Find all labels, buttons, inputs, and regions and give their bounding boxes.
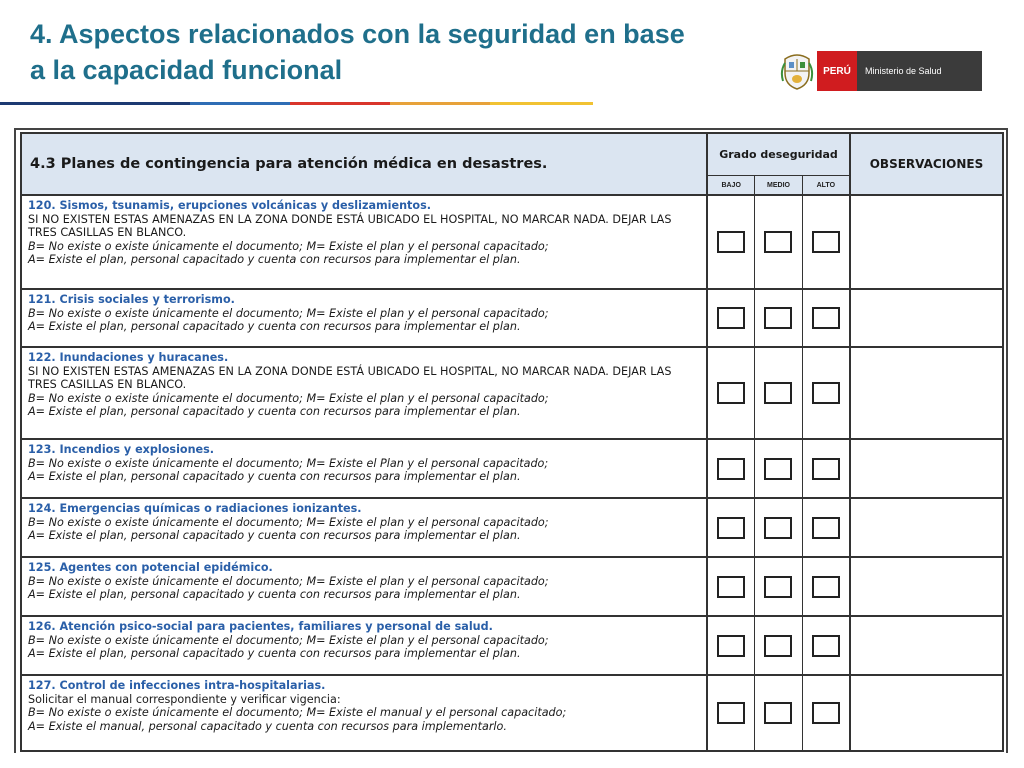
checkbox-high[interactable]	[812, 576, 840, 598]
observations-cell[interactable]	[851, 440, 1002, 497]
checkbox-medium[interactable]	[764, 635, 792, 657]
row-title: 120. Sismos, tsunamis, erupciones volcánicas y deslizamientos.	[28, 199, 432, 212]
row-description	[22, 617, 708, 674]
row-criteria-a: A= Existe el plan, personal capacitado y cuenta con recursos para implementar el plan.	[28, 320, 521, 333]
grade-checkboxes	[708, 290, 851, 346]
checkbox-low[interactable]	[717, 517, 745, 539]
grade-checkboxes	[708, 617, 851, 674]
checkbox-medium[interactable]	[764, 576, 792, 598]
grade-checkboxes	[708, 558, 851, 615]
table-row	[20, 348, 1004, 440]
checklist-table	[20, 132, 1004, 752]
grade-level-medium: MEDIO	[755, 176, 802, 194]
checkbox-low[interactable]	[717, 307, 745, 329]
grade-level-high: ALTO	[816, 181, 836, 189]
row-criteria-a: A= Existe el plan, personal capacitado y cuenta con recursos para implementar el plan.	[28, 470, 521, 483]
grade-checkboxes	[708, 196, 851, 288]
checkbox-high[interactable]	[812, 231, 840, 253]
table-row	[20, 617, 1004, 676]
row-criteria-a: A= Existe el plan, personal capacitado y cuenta con recursos para implementar el plan.	[28, 588, 521, 601]
divider-segment-orange	[390, 102, 490, 105]
row-title: 125. Agentes con potencial epidémico.	[28, 561, 273, 574]
grade-checkboxes	[708, 348, 851, 438]
checklist-form	[14, 128, 1008, 753]
slide-title	[30, 16, 760, 88]
checkbox-medium[interactable]	[764, 517, 792, 539]
row-criteria-a: A= Existe el plan, personal capacitado y cuenta con recursos para implementar el plan.	[28, 529, 521, 542]
row-note: SI NO EXISTEN ESTAS AMENAZAS EN LA ZONA DONDE ESTÁ UBICADO EL HOSPITAL, NO MARCAR NADA. DEJAR LAS TRES CASILLAS EN BLANCO.	[28, 212, 672, 239]
section-title: 4.3 Planes de contingencia para atención médica en desastres.	[22, 134, 708, 194]
divider-segment-red	[290, 102, 390, 105]
checkbox-low[interactable]	[717, 458, 745, 480]
table-row	[20, 499, 1004, 558]
checkbox-low[interactable]	[717, 576, 745, 598]
checkbox-medium[interactable]	[764, 702, 792, 724]
peru-label: PERÚ	[817, 51, 857, 91]
grade-header	[708, 134, 851, 194]
grade-label-line2: seguridad	[775, 147, 838, 161]
row-note: SI NO EXISTEN ESTAS AMENAZAS EN LA ZONA DONDE ESTÁ UBICADO EL HOSPITAL, NO MARCAR NADA. DEJAR LAS TRES CASILLAS EN BLANCO.	[28, 364, 672, 391]
checkbox-medium[interactable]	[764, 231, 792, 253]
observations-cell[interactable]	[851, 196, 1002, 288]
row-title: 124. Emergencias químicas o radiaciones ionizantes.	[28, 502, 362, 515]
row-description	[22, 290, 708, 346]
divider-segment-yellow	[490, 102, 593, 105]
grade-level-low: BAJO	[708, 176, 755, 194]
checkbox-high[interactable]	[812, 458, 840, 480]
checkbox-medium[interactable]	[764, 382, 792, 404]
checkbox-high[interactable]	[812, 382, 840, 404]
table-row	[20, 676, 1004, 752]
grade-checkboxes	[708, 499, 851, 556]
observations-cell[interactable]	[851, 676, 1002, 750]
checkbox-medium[interactable]	[764, 458, 792, 480]
row-description	[22, 348, 708, 438]
table-row	[20, 196, 1004, 290]
divider-segment-navy	[0, 102, 190, 105]
ministry-logo	[780, 50, 982, 92]
row-title: 122. Inundaciones y huracanes.	[28, 351, 229, 364]
checkbox-low[interactable]	[717, 382, 745, 404]
checkbox-high[interactable]	[812, 307, 840, 329]
checkbox-medium[interactable]	[764, 307, 792, 329]
slide-title-line2: a la capacidad funcional	[30, 55, 343, 85]
table-row	[20, 440, 1004, 499]
row-criteria-b: B= No existe o existe únicamente el documento; M= Existe el plan y el personal capacitado;	[28, 306, 549, 320]
row-criteria-b: B= No existe o existe únicamente el documento; M= Existe el plan y el personal capacitado;	[28, 574, 549, 588]
row-criteria-b: B= No existe o existe únicamente el documento; M= Existe el plan y el personal capacitado;	[28, 633, 549, 647]
grade-checkboxes	[708, 440, 851, 497]
row-description	[22, 196, 708, 288]
row-description	[22, 440, 708, 497]
row-title: 127. Control de infecciones intra-hospitalarias.	[28, 679, 326, 692]
row-criteria-a: A= Existe el manual, personal capacitado y cuenta con recursos para implementarlo.	[28, 719, 507, 733]
table-row	[20, 558, 1004, 617]
coat-of-arms-icon	[780, 51, 814, 91]
row-criteria-b: B= No existe o existe únicamente el documento; M= Existe el plan y el personal capacitado;	[28, 239, 549, 253]
checkbox-low[interactable]	[717, 635, 745, 657]
row-description	[22, 499, 708, 556]
ministry-label: Ministerio de Salud	[857, 51, 982, 91]
slide-title-line1: 4. Aspectos relacionados con la seguridad en base	[30, 19, 685, 49]
row-title: 123. Incendios y explosiones.	[28, 443, 215, 456]
table-row	[20, 290, 1004, 348]
row-criteria-a: A= Existe el plan, personal capacitado y cuenta con recursos para implementar el plan.	[28, 647, 521, 660]
grade-level-columns	[708, 176, 849, 194]
row-criteria-a: A= Existe el plan, personal capacitado y cuenta con recursos para implementar el plan.	[28, 253, 521, 266]
row-criteria-b: B= No existe o existe únicamente el documento; M= Existe el plan y el personal capacitado;	[28, 515, 549, 529]
checkbox-high[interactable]	[812, 635, 840, 657]
observations-cell[interactable]	[851, 499, 1002, 556]
checkbox-high[interactable]	[812, 702, 840, 724]
row-criteria-a: A= Existe el plan, personal capacitado y cuenta con recursos para implementar el plan.	[28, 405, 521, 418]
observations-cell[interactable]	[851, 617, 1002, 674]
grade-label-line1: Grado de	[719, 147, 776, 161]
row-title: 126. Atención psico-social para pacientes, familiares y personal de salud.	[28, 620, 493, 633]
observations-cell[interactable]	[851, 290, 1002, 346]
grade-checkboxes	[708, 676, 851, 750]
divider-segment-blue	[190, 102, 290, 105]
checkbox-low[interactable]	[717, 702, 745, 724]
table-header	[20, 132, 1004, 196]
observations-cell[interactable]	[851, 558, 1002, 615]
row-title: 121. Crisis sociales y terrorismo.	[28, 293, 235, 306]
row-criteria-b: B= No existe o existe únicamente el documento; M= Existe el Plan y el personal capacitado;	[28, 456, 549, 470]
checkbox-low[interactable]	[717, 231, 745, 253]
row-description	[22, 558, 708, 615]
row-description	[22, 676, 708, 750]
grade-label	[708, 134, 849, 176]
checkbox-high[interactable]	[812, 517, 840, 539]
row-criteria-b: B= No existe o existe únicamente el documento; M= Existe el plan y el personal capacitado;	[28, 391, 549, 405]
observations-header: OBSERVACIONES	[869, 157, 984, 171]
observations-cell[interactable]	[851, 348, 1002, 438]
row-criteria-b: B= No existe o existe únicamente el documento; M= Existe el manual y el personal capacitado;	[28, 706, 567, 719]
row-note: Solicitar el manual correspondiente y verificar vigencia:	[28, 692, 341, 706]
